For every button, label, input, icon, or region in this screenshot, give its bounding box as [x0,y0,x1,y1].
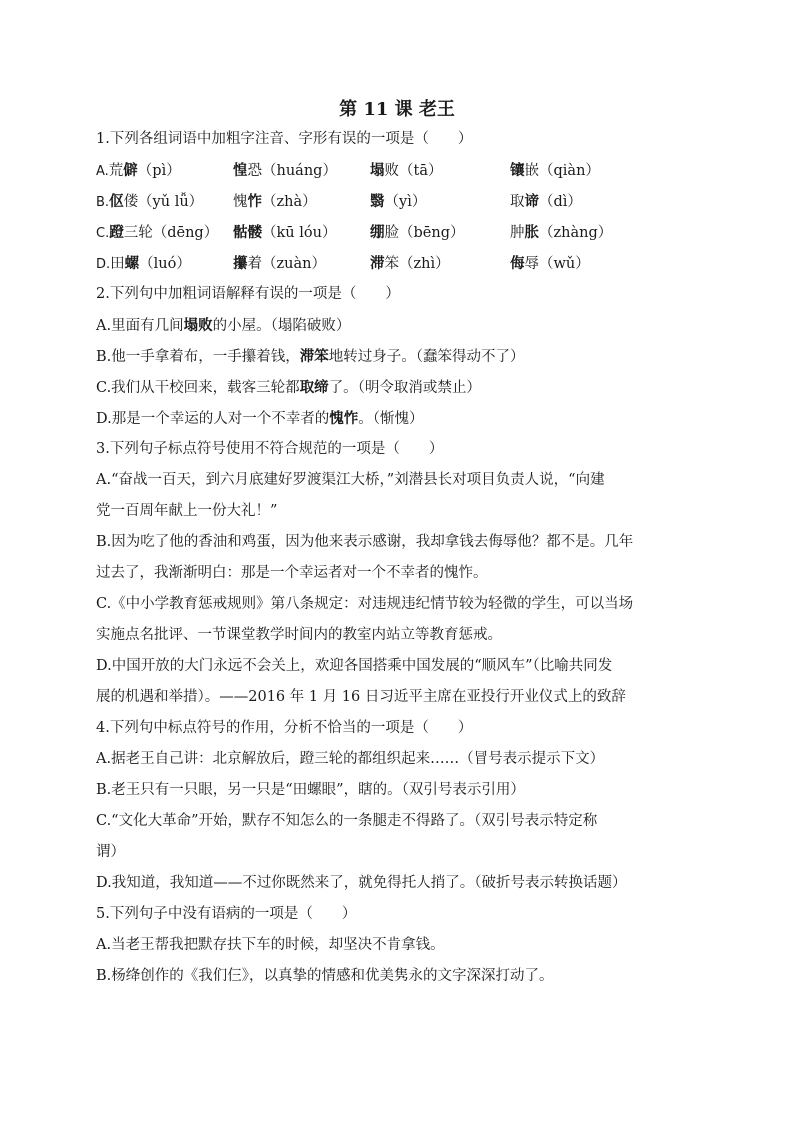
q1-d-item1: D.田螺（luó） [96,255,191,272]
q1-option-a [96,155,698,186]
q1-a-item3: 塌败（tā） [370,162,443,179]
q4-option-d: D.我知道，我知道——不过你既然来了，就免得托人捎了。（破折号表示转换话题） [96,875,627,891]
q4-option-a: A.据老王自己讲：北京解放后，蹬三轮的都组织起来……（冒号表示提示下文） [96,751,605,767]
page-title: 第 11 课 老王 [339,99,455,120]
q1-a-item1: A.荒僻（pì） [96,162,181,179]
q2-option-b: B.他一手拿着布，一手攥着钱，滞笨地转过身子。（蠢笨得动不了） [96,348,525,365]
q2-stem: 2.下列句中加粗词语解释有误的一项是（ ） [96,286,400,302]
q1-d-item4: 侮辱（wǔ） [510,255,590,272]
q1-stem: 1.下列各组词语中加粗字注音、字形有误的一项是（ ） [96,131,473,147]
q5-option-b: B.杨绛创作的《我们仨》，以真挚的情感和优美隽永的文字深深打动了。 [96,968,554,984]
q1-a-item2: 惶恐（huáng） [233,162,337,179]
q1-option-b [96,186,698,217]
q1-b-item2: 愧怍（zhà） [233,193,317,210]
worksheet-page [96,96,698,992]
q1-b-item1: B.伛偻（yǔ lǚ） [96,193,204,210]
q1-c-item1: C.蹬三轮（dēng） [96,224,219,241]
q2-option-d: D.那是一个幸运的人对一个不幸者的愧怍。（惭愧） [96,410,424,427]
q1-c-item4: 肿胀（zhàng） [510,224,613,241]
q1-c-item2: 骷髅（kū lóu） [233,224,337,241]
q3-stem: 3.下列句子标点符号使用不符合规范的一项是（ ） [96,441,444,457]
q1-b-item4: 取谛（dì） [510,193,582,210]
q1-option-c [96,217,698,248]
q3-option-a: A.“奋战一百天，到六月底建好罗渡渠江大桥，”刘潜县长对项目负责人说，“向建 [96,472,605,488]
q2-option-c: C.我们从干校回来，载客三轮都取缔了。（明令取消或禁止） [96,379,481,396]
q5-stem: 5.下列句子中没有语病的一项是（ ） [96,906,357,922]
q3-option-b: B.因为吃了他的香油和鸡蛋，因为他来表示感谢，我却拿钱去侮辱他？都不是。几年 [96,534,634,550]
q3-option-d: D.中国开放的大门永远不会关上，欢迎各国搭乘中国发展的“顺风车”（比喻共同发 [96,658,613,674]
q3-option-c-cont: 实施点名批评、一节课堂教学时间内的教室内站立等教育惩戒。 [96,627,502,643]
q4-option-c-cont: 谓） [96,844,125,860]
q1-option-d [96,248,698,279]
q5-option-a: A.当老王帮我把默存扶下车的时候，却坚决不肯拿钱。 [96,937,445,953]
q1-d-item3: 滞笨（zhì） [370,255,450,272]
q1-a-item4: 镶嵌（qiàn） [510,162,600,179]
q3-option-a-cont: 党一百周年献上一份大礼！” [96,503,278,519]
q1-c-item3: 绷脸（bēng） [370,224,465,241]
q4-option-c: C.“文化大革命”开始，默存不知怎么的一条腿走不得路了。（双引号表示特定称 [96,813,598,829]
q2-option-a: A.里面有几间塌败的小屋。（塌陷破败） [96,317,351,334]
q4-stem: 4.下列句中标点符号的作用，分析不恰当的一项是（ ） [96,720,473,736]
q1-b-item3: 翳（yì） [370,193,427,210]
q1-d-item2: 攥着（zuàn） [233,255,326,272]
q3-option-d-cont: 展的机遇和举措）。——2016 年 1 月 16 日习近平主席在亚投行开业仪式上的致辞 [96,689,626,705]
q3-option-c: C.《中小学教育惩戒规则》第八条规定：对违规违纪情节较为轻微的学生，可以当场 [96,596,634,612]
q4-option-b: B.老王只有一只眼，另一只是“田螺眼”，瞎的。（双引号表示引用） [96,782,525,798]
q3-option-b-cont: 过去了，我渐渐明白：那是一个幸运者对一个不幸者的愧怍。 [96,565,488,581]
